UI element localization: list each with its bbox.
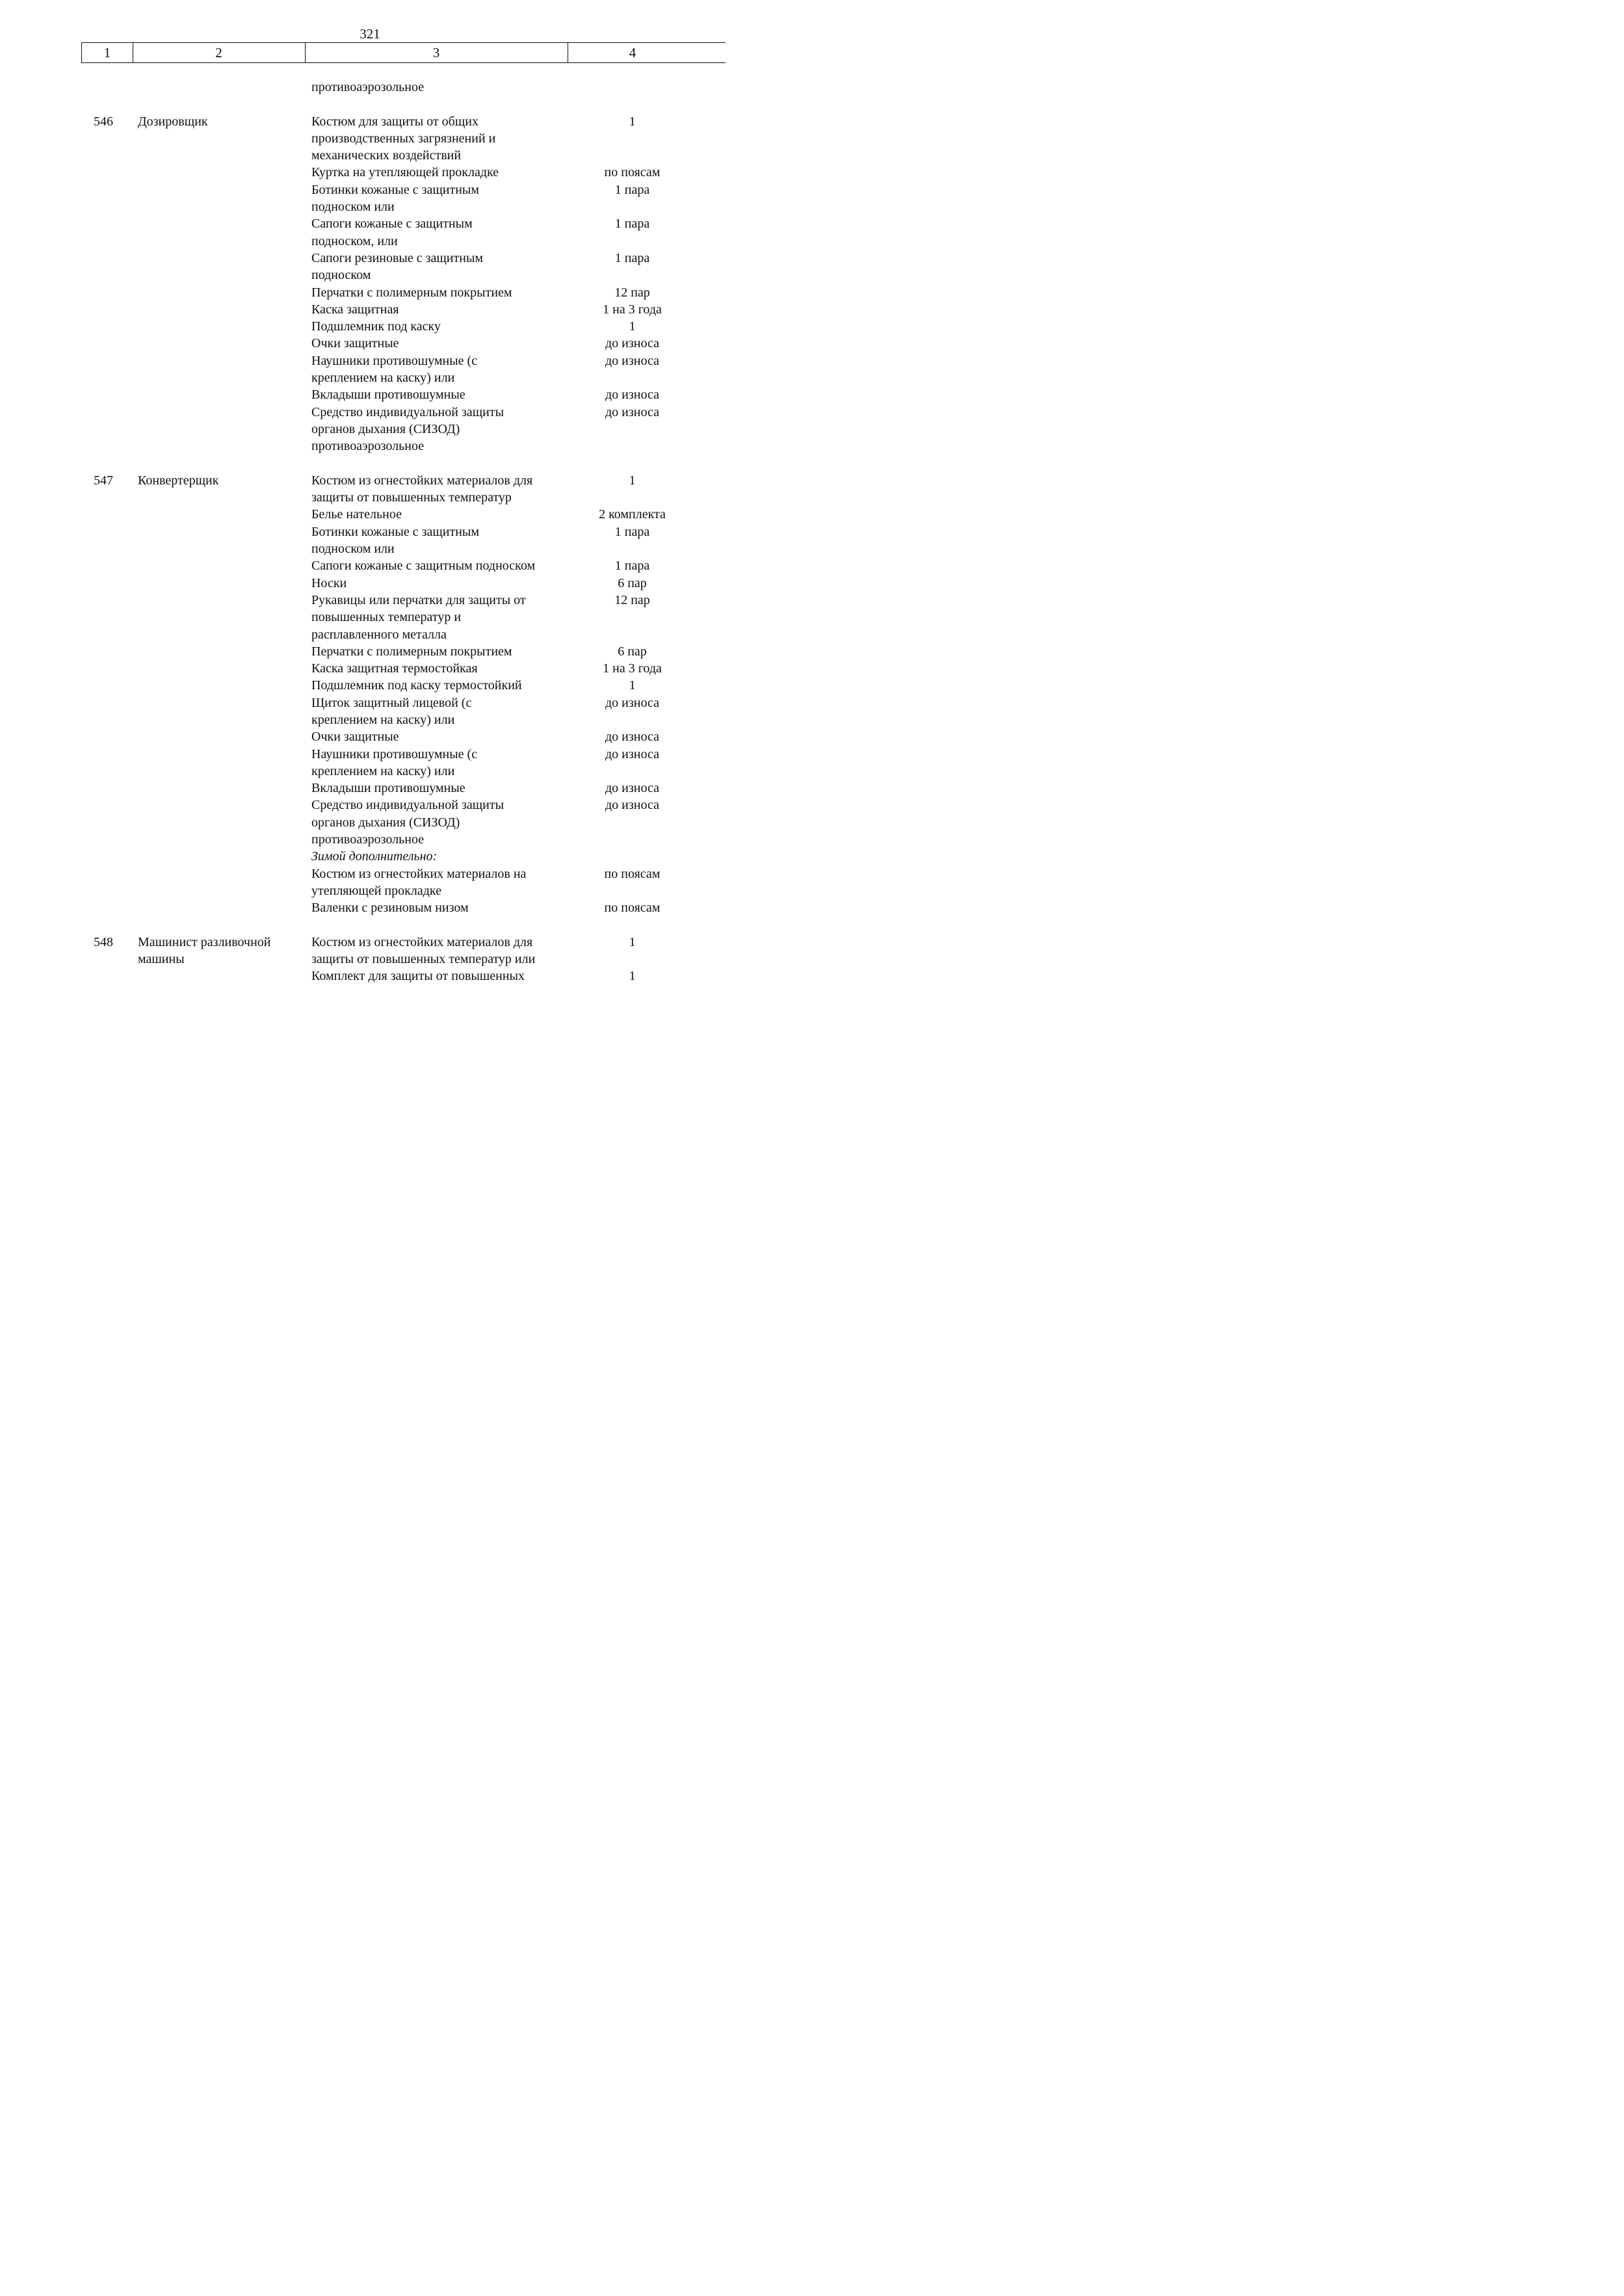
ppe-list (311, 113, 662, 455)
ppe-item-text: креплением на каску) или (311, 371, 455, 386)
ppe-item-quantity: до износа (605, 388, 659, 402)
ppe-item (311, 386, 659, 403)
ppe-item-text: Каска защитная термостойкая (311, 661, 478, 676)
column-header-2: 2 (215, 45, 222, 60)
ppe-item-text: Очки защитные (311, 730, 399, 745)
ppe-item-text: подноском, или (311, 233, 398, 248)
ppe-item (311, 848, 571, 865)
ppe-item-quantity: до износа (605, 404, 659, 419)
ppe-item-text: утепляющей прокладке (311, 883, 441, 898)
ppe-item-text: подноском (311, 268, 371, 283)
ppe-item-text: креплением на каску) или (311, 763, 455, 778)
ppe-item-quantity: 1 на 3 года (603, 302, 662, 317)
ppe-item-quantity (588, 848, 676, 865)
ppe-item-text: Зимой дополнительно: (311, 849, 438, 864)
ppe-item (311, 181, 650, 216)
ppe-item (311, 215, 650, 250)
ppe-item-text: производственных загрязнений и (311, 131, 496, 146)
ppe-item (311, 284, 650, 301)
profession-name (138, 934, 304, 968)
ppe-item-text: защиты от повышенных температур (311, 490, 512, 505)
ppe-item-text: расплавленного металла (311, 627, 447, 642)
ppe-item-text: Носки (311, 575, 347, 590)
ppe-item (311, 592, 650, 643)
item-text-line: противоаэрозольное (311, 80, 425, 94)
ppe-item-quantity: 1 пара (614, 217, 650, 231)
ppe-item-quantity: 1 (629, 678, 636, 693)
ppe-item-quantity: по поясам (604, 866, 661, 881)
ppe-item-quantity: 1 пара (614, 182, 650, 197)
ppe-item (311, 968, 636, 984)
table-row (0, 934, 724, 985)
ppe-item-text: Куртка на утепляющей прокладке (311, 165, 499, 180)
ppe-item (311, 352, 659, 387)
ppe-item-text: Костюм из огнестойких материалов для (311, 473, 533, 488)
row-gap (0, 917, 724, 934)
ppe-item-text: Костюм из огнестойких материалов на (311, 866, 527, 881)
ppe-item-quantity: 1 пара (614, 250, 650, 265)
ppe-item-text: Костюм для защиты от общих (311, 114, 478, 129)
ppe-item-quantity: 12 пар (614, 285, 650, 300)
profession-name (138, 472, 304, 489)
ppe-item-quantity: 1 (629, 114, 636, 129)
ppe-item-quantity: до износа (605, 353, 659, 368)
ppe-item (311, 677, 636, 694)
ppe-item-text: органов дыхания (СИЗОД) (311, 815, 460, 830)
ppe-item-quantity: 1 (629, 934, 636, 949)
profession-line: Дозировщик (138, 114, 208, 129)
ppe-item (311, 728, 659, 745)
ppe-item-quantity: 6 пар (618, 644, 647, 659)
column-header-1: 1 (103, 45, 111, 60)
ppe-item (311, 472, 636, 507)
ppe-item-text: Подшлемник под каску термостойкий (311, 678, 522, 693)
ppe-item-quantity: до износа (605, 781, 659, 796)
ppe-item-text: Щиток защитный лицевой (с (311, 695, 472, 710)
ppe-item-quantity: по поясам (604, 165, 661, 180)
ppe-item-text: Подшлемник под каску (311, 319, 441, 334)
row-number: 546 (94, 114, 113, 129)
ppe-item-text: Рукавицы или перчатки для защиты от (311, 592, 526, 607)
ppe-item-text: Перчатки с полимерным покрытием (311, 644, 512, 659)
ppe-list (311, 934, 636, 985)
ppe-item-text: Каска защитная (311, 302, 399, 317)
ppe-item-text: Валенки с резиновым низом (311, 901, 469, 916)
ppe-item (311, 899, 661, 916)
ppe-item-text: Очки защитные (311, 336, 399, 351)
ppe-item-quantity: 12 пар (614, 592, 650, 607)
ppe-item-quantity: 1 пара (614, 524, 650, 539)
ppe-item (311, 250, 650, 284)
ppe-item-quantity: 1 (629, 969, 636, 984)
ppe-item-text: креплением на каску) или (311, 712, 455, 727)
ppe-item-text: механических воздействий (311, 148, 462, 163)
ppe-item-quantity: 1 пара (614, 559, 650, 574)
ppe-item (311, 318, 636, 335)
ppe-item (311, 660, 662, 677)
ppe-item-text: Наушники противошумные (с (311, 353, 478, 368)
ppe-item-quantity: 2 комплекта (599, 507, 666, 522)
ppe-item-text: Вкладыши противошумные (311, 781, 465, 796)
ppe-item-text: Комплект для защиты от повышенных (311, 969, 525, 984)
column-header-4: 4 (629, 45, 636, 60)
ppe-item-text: защиты от повышенных температур или (311, 952, 536, 967)
profession-line: Конвертерщик (138, 473, 219, 488)
ppe-item-text: подноском или (311, 542, 395, 557)
ppe-item (311, 934, 636, 968)
ppe-item-text: Белье нательное (311, 507, 402, 522)
ppe-item (311, 643, 647, 660)
ppe-item-text: повышенных температур и (311, 610, 462, 625)
profession-line: машины (138, 952, 185, 967)
ppe-item (311, 557, 650, 574)
ppe-item-text: Костюм из огнестойких материалов для (311, 934, 533, 949)
ppe-item-text: Сапоги резиновые с защитным (311, 250, 484, 265)
ppe-item-text: Ботинки кожаные с защитным (311, 524, 479, 539)
ppe-item (311, 865, 661, 900)
row-gap (0, 96, 724, 112)
ppe-item (311, 780, 659, 797)
ppe-item (311, 523, 650, 558)
continuation-block (0, 79, 724, 96)
ppe-item-text: Сапоги кожаные с защитным (311, 217, 473, 231)
column-header-table (81, 42, 726, 63)
ppe-item (311, 164, 661, 181)
ppe-item-text: подноском или (311, 200, 395, 215)
ppe-item (311, 113, 636, 165)
profession-name (138, 113, 304, 130)
ppe-item-text: Средство индивидуальной защиты (311, 798, 504, 813)
ppe-item-quantity: до износа (605, 746, 659, 761)
table-row (0, 113, 724, 455)
ppe-item-text: противоаэрозольное (311, 832, 425, 847)
profession-line: Машинист разливочной (138, 934, 271, 949)
ppe-item (311, 694, 659, 729)
ppe-item-text: Перчатки с полимерным покрытием (311, 285, 512, 300)
ppe-item-quantity: 1 (629, 319, 636, 334)
ppe-item-text: органов дыхания (СИЗОД) (311, 421, 460, 436)
continuation-text (311, 79, 571, 96)
ppe-item-quantity: до износа (605, 336, 659, 351)
ppe-item-quantity: 1 на 3 года (603, 661, 662, 676)
ppe-item-quantity: по поясам (604, 901, 661, 916)
ppe-item (311, 746, 659, 780)
page-number: 321 (360, 26, 380, 42)
ppe-item (311, 575, 647, 592)
ppe-item-quantity: 1 (629, 473, 636, 488)
ppe-item (311, 404, 659, 455)
row-number: 547 (94, 473, 113, 488)
ppe-item-quantity: 6 пар (618, 575, 647, 590)
column-header-3: 3 (432, 45, 440, 60)
table-row (0, 472, 724, 917)
ppe-item (311, 335, 659, 352)
ppe-item (311, 797, 659, 848)
ppe-list (311, 472, 666, 917)
ppe-item-quantity: до износа (605, 695, 659, 710)
ppe-item-text: противоаэрозольное (311, 439, 425, 454)
ppe-item-text: Сапоги кожаные с защитным подноском (311, 559, 536, 574)
row-gap (0, 455, 724, 472)
ppe-item (311, 506, 666, 523)
table-body (0, 79, 724, 985)
ppe-item-quantity: до износа (605, 730, 659, 745)
ppe-item (311, 301, 662, 318)
ppe-item-text: Вкладыши противошумные (311, 388, 465, 402)
ppe-item-text: Наушники противошумные (с (311, 746, 478, 761)
ppe-item-quantity: до износа (605, 798, 659, 813)
ppe-item-text: Средство индивидуальной защиты (311, 404, 504, 419)
row-number: 548 (94, 934, 113, 949)
ppe-item-text: Ботинки кожаные с защитным (311, 182, 479, 197)
